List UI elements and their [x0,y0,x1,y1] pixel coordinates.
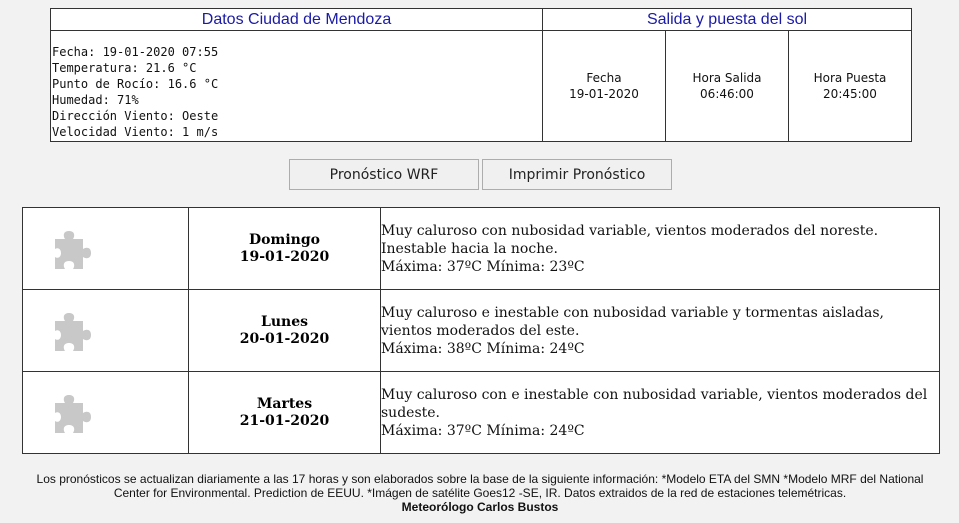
forecast-row [23,208,939,290]
forecast-description: Muy caluroso e inestable con nubosidad variable y tormentas aisladas, vientos moderados del este. [381,304,884,339]
forecast-description: Muy caluroso con e inestable con nubosidad variable, vientos moderados del sudeste. [381,386,928,421]
wind-speed-reading: Velocidad Viento: 1 m/s [52,125,219,139]
city-data-title: Datos Ciudad de Mendoza [51,9,542,31]
forecast-row [23,290,939,372]
sunrise-label: Hora Salida [692,71,762,85]
print-forecast-button[interactable]: Imprimir Pronóstico [482,159,672,190]
date-reading: Fecha: 19-01-2020 07:55 [52,45,219,59]
humidity-reading: Humedad: 71% [52,93,139,107]
temperature-reading: Temperatura: 21.6 °C [52,61,197,75]
sunrise-value: 06:46:00 [700,87,754,101]
forecast-icon-cell [23,372,189,453]
missing-plugin-icon [51,309,95,353]
sunset-label: Hora Puesta [813,71,887,85]
footer-info-text: Los pronósticos se actualizan diariamente a las 17 horas y son elaborados sobre la base de la siguiente información: *Modelo ETA del SMN *Modelo MRF del National Center for Environmental. Prediction de EEUU. *Imágen de satélite Goes12 -SE, IR. Datos extraidos de la red de estaciones telemétricas. [36,472,924,500]
forecast-description: Muy caluroso con nubosidad variable, vientos moderados del noreste. Inestable hacia la noche. [381,222,879,257]
footer-author: Meteorólogo Carlos Bustos [401,500,559,514]
missing-plugin-icon [51,227,95,271]
sunrise-sunset-title: Salida y puesta del sol [543,9,911,31]
sunrise-sunset-columns [543,31,911,141]
forecast-table [22,207,940,454]
forecast-date: 20-01-2020 [239,330,330,347]
forecast-icon-cell [23,208,189,289]
dew-point-reading: Punto de Rocío: 16.6 °C [52,77,219,91]
forecast-temperatures: Máxima: 37ºC Mínima: 23ºC [381,258,585,275]
wind-direction-reading: Dirección Viento: Oeste [52,109,219,123]
missing-plugin-icon [51,391,95,435]
forecast-day-cell [189,208,381,289]
forecast-row [23,372,939,453]
forecast-day-cell [189,290,381,371]
city-data-panel [51,9,543,141]
sun-date-value: 19-01-2020 [569,87,639,101]
forecast-day-name: Lunes [261,313,308,330]
forecast-day-name: Martes [256,395,313,412]
wrf-forecast-button[interactable]: Pronóstico WRF [289,159,479,190]
forecast-date: 21-01-2020 [239,412,330,429]
forecast-day-cell [189,372,381,453]
footer [30,472,930,514]
sun-date-column [543,31,666,141]
forecast-temperatures: Máxima: 38ºC Mínima: 24ºC [381,340,585,357]
forecast-description-cell [381,208,939,289]
forecast-icon-cell [23,290,189,371]
sunrise-column [666,31,789,141]
sunset-value: 20:45:00 [823,87,877,101]
sunrise-sunset-panel [543,9,911,141]
forecast-description-cell [381,372,939,453]
sun-date-label: Fecha [586,71,622,85]
forecast-date: 19-01-2020 [239,248,330,265]
sunset-column [789,31,911,141]
forecast-description-cell [381,290,939,371]
forecast-day-name: Domingo [249,231,320,248]
forecast-temperatures: Máxima: 37ºC Mínima: 24ºC [381,422,585,439]
weather-info-table [50,8,912,142]
city-data-details [51,31,542,141]
